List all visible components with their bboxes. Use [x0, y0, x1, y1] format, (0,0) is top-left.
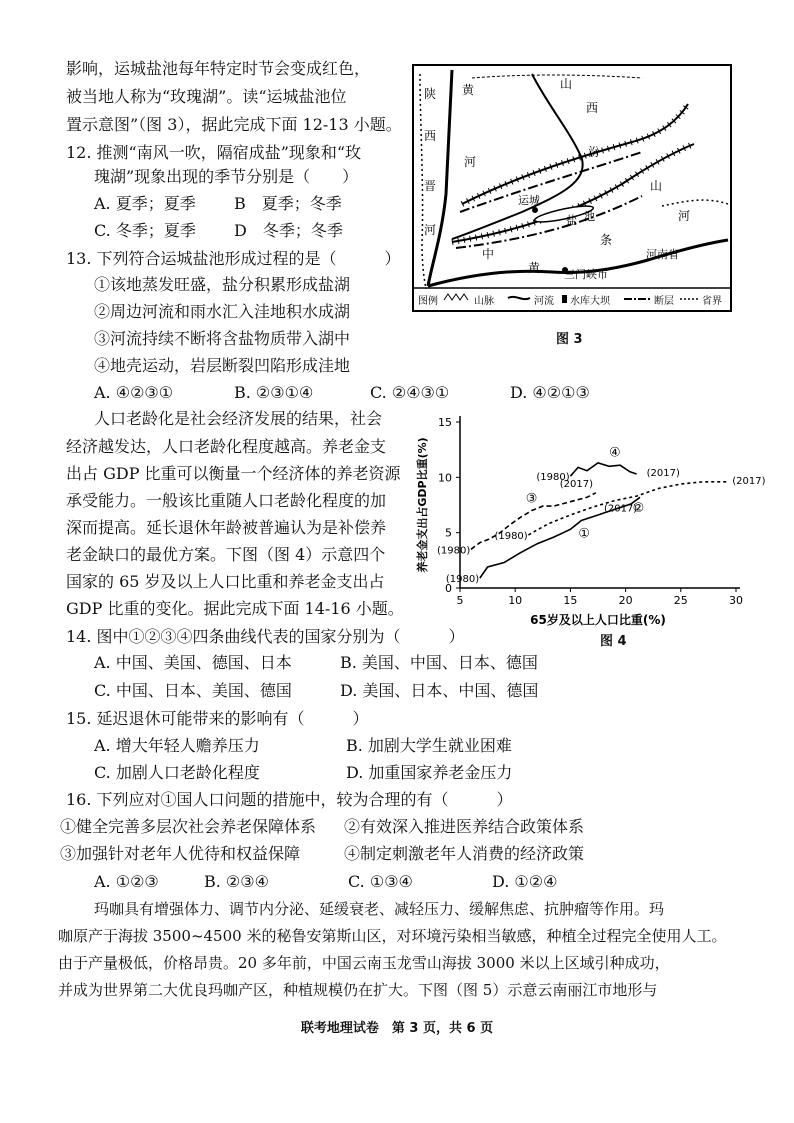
figure4-caption: 图 4: [600, 634, 627, 649]
q14-option-b[interactable]: B. 美国、中国、日本、德国: [340, 653, 538, 672]
q13-item: ①该地蒸发旺盛，盐分积累形成盐湖: [94, 275, 351, 294]
page-footer: 联考地理试卷 第 3 页，共 6 页: [300, 1021, 494, 1036]
q16-stem: 16. 下列应对①国人口问题的措施中，较为合理的有（ ）: [66, 790, 513, 809]
q16-item: ③加强针对老年人优待和权益保障: [60, 844, 301, 863]
q12-stem: 瑰湖”现象出现的季节分别是（ ）: [94, 167, 359, 186]
intro-line: 承受能力。一般该比重随人口老龄化程度的加: [66, 491, 387, 510]
legend-item: 省界: [702, 296, 722, 307]
map-label: 条: [600, 233, 613, 247]
series-name-label: ②: [632, 501, 645, 517]
pension-chart: [412, 408, 766, 638]
yuncheng-map: [412, 64, 732, 312]
q12-stem: 12. 推测“南风一吹，隔宿成盐”现象和“玫: [66, 143, 362, 162]
map-label: 汾: [588, 145, 601, 159]
intro-line: 经济越发达，人口老龄化程度越高。养老金支: [66, 437, 387, 456]
intro-line: GDP 比重的变化。据此完成下面 14-16 小题。: [66, 599, 404, 618]
map-label: 盐: [566, 214, 577, 227]
map-label: 运城: [518, 194, 540, 207]
series-start-label: (1980): [445, 574, 480, 586]
y-axis-label: 养老金支出占GDP比重(%): [416, 437, 429, 573]
intro-line: 深而提高。延长退休年龄被普遍认为是补偿养: [66, 518, 387, 537]
series-line: [570, 463, 636, 476]
q16-option-a[interactable]: A. ①②③: [94, 872, 159, 891]
map-label: 山: [560, 77, 573, 91]
legend-item: 河流: [534, 296, 554, 307]
q16-item: ①健全完善多层次社会养老保障体系: [60, 817, 317, 836]
map-label: 中: [482, 247, 495, 261]
q15-option-d[interactable]: D. 加重国家养老金压力: [346, 763, 513, 782]
q14-option-a[interactable]: A. 中国、美国、德国、日本: [94, 653, 292, 672]
q16-item: ④制定刺激老年人消费的经济政策: [344, 844, 585, 863]
q12-option-b[interactable]: B 夏季；冬季: [234, 194, 342, 213]
q16-option-c[interactable]: C. ①③④: [348, 872, 413, 891]
intro-line: 国家的 65 岁及以上人口比重和养老金支出占: [66, 572, 385, 591]
q12-option-c[interactable]: C. 冬季；夏季: [94, 221, 196, 240]
maca-line: 咖原产于海拔 3500~4500 米的秘鲁安第斯山区，对环境污染相当敏感，种植全过程完全使用人工。: [58, 927, 727, 945]
series-start-label: (1980): [536, 472, 570, 484]
series-end-label: (2017): [559, 478, 594, 490]
intro-line: 影响，运城盐池每年特定时节会变成红色，: [66, 59, 371, 78]
map-label: 山: [650, 179, 663, 193]
q13-stem: 13. 下列符合运城盐池形成过程的是（ ）: [66, 249, 401, 268]
q12-option-d[interactable]: D 冬季；冬季: [234, 221, 343, 240]
x-tick-label: 5: [456, 594, 464, 607]
map-label: 河: [424, 223, 437, 237]
q13-option-b[interactable]: B. ②③①④: [234, 383, 314, 402]
q16-option-b[interactable]: B. ②③④: [204, 872, 269, 891]
q15-option-a[interactable]: A. 增大年轻人赡养压力: [94, 736, 260, 755]
q14-stem: 14. 图中①②③④四条曲线代表的国家分别为（ ）: [66, 627, 465, 646]
map-label: 河: [678, 209, 691, 223]
intro-line: 出占 GDP 比重可以衡量一个经济体的养老资源: [66, 464, 401, 483]
series-end-label: (2017): [732, 475, 766, 487]
series-name-label: ③: [525, 491, 538, 507]
x-tick-label: 30: [729, 594, 743, 607]
series-start-label: (1980): [437, 545, 471, 557]
q14-option-c[interactable]: C. 中国、日本、美国、德国: [94, 681, 292, 700]
map-label: 西: [586, 101, 599, 115]
map-label: 黄: [528, 261, 541, 275]
x-tick-label: 20: [618, 594, 633, 607]
figure3-caption: 图 3: [556, 332, 583, 347]
series-name-label: ①: [578, 526, 591, 542]
q12-option-a[interactable]: A. 夏季；夏季: [94, 194, 196, 213]
q13-item: ③河流持续不断将含盐物质带入湖中: [94, 329, 351, 348]
x-axis-label: 65岁及以上人口比重(%): [530, 613, 666, 627]
map-label: 池: [584, 210, 595, 223]
series-end-label: (2017): [603, 503, 638, 515]
intro-line: 老金缺口的最优方案。下图（图 4）示意四个: [66, 545, 386, 564]
y-tick-label: 15: [438, 416, 452, 429]
map-label: 河南省: [646, 248, 679, 261]
map-label: 晋: [424, 179, 437, 193]
intro-line: 置示意图”（图 3），据此完成下面 12-13 小题。: [66, 115, 402, 134]
y-tick-label: 10: [438, 471, 452, 485]
q16-item: ②有效深入推进医养结合政策体系: [344, 817, 585, 836]
legend-item: 山脉: [474, 296, 494, 307]
legend-item: 水库大坝: [570, 296, 610, 307]
x-tick-label: 10: [508, 594, 523, 607]
maca-line: 玛咖具有增强体力、调节内分泌、延缓衰老、减轻压力、缓解焦虑、抗肿瘤等作用。玛: [94, 900, 665, 918]
legend-dam-icon: [562, 295, 567, 303]
map-label: 三门峡市: [564, 268, 608, 281]
q13-item: ②周边河流和雨水汇入洼地积水成湖: [94, 302, 351, 321]
x-tick-label: 15: [563, 594, 578, 607]
maca-line: 并成为世界第二大优良玛咖产区，种植规模仍在扩大。下图（图 5）示意云南丽江市地形与: [58, 981, 658, 999]
q14-option-d[interactable]: D. 美国、日本、中国、德国: [340, 681, 539, 700]
y-tick-label: 5: [445, 526, 452, 540]
map-label: 陕: [424, 87, 437, 101]
x-tick-label: 25: [673, 594, 688, 607]
q15-option-b[interactable]: B. 加剧大学生就业困难: [346, 736, 512, 755]
legend-title: 图例: [418, 296, 438, 307]
q15-option-c[interactable]: C. 加剧人口老龄化程度: [94, 763, 260, 782]
q13-option-c[interactable]: C. ②④③①: [370, 383, 450, 402]
series-start-label: (1980): [494, 530, 528, 542]
q16-option-d[interactable]: D. ①②④: [492, 872, 558, 891]
yuncheng-city-marker: [532, 207, 538, 213]
series-end-label: (2017): [646, 468, 680, 480]
q13-option-a[interactable]: A. ④②③①: [94, 383, 174, 402]
q15-stem: 15. 延迟退休可能带来的影响有（ ）: [66, 709, 369, 728]
maca-line: 由于产量极低，价格昂贵。20 多年前，中国云南玉龙雪山海拔 3000 米以上区域引种成功，: [58, 954, 670, 972]
legend-item: 断层: [654, 296, 674, 307]
intro-line: 人口老龄化是社会经济发展的结果，社会: [94, 409, 383, 428]
map-label: 河: [464, 155, 477, 169]
map-label: 黄: [462, 83, 475, 97]
q13-option-d[interactable]: D. ④②①③: [510, 383, 590, 402]
y-tick-label: 0: [445, 582, 452, 595]
q13-item: ④地壳运动，岩层断裂凹陷形成洼地: [94, 356, 351, 375]
map-label: 西: [424, 129, 437, 143]
intro-line: 被当地人称为“玫瑰湖”。读“运城盐池位: [66, 87, 347, 106]
series-name-label: ④: [609, 445, 621, 461]
